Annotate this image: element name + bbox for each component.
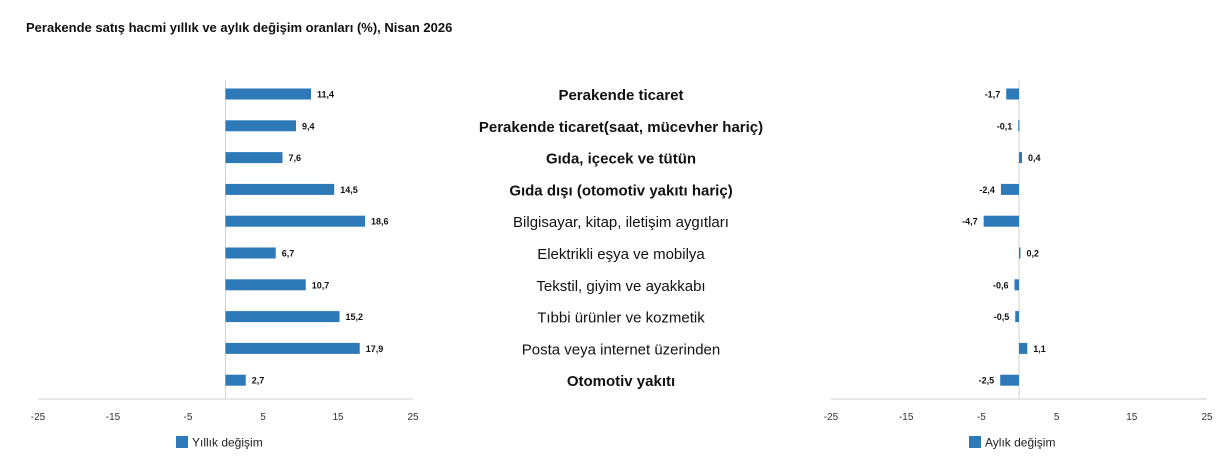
yillik-bar — [226, 184, 335, 195]
aylik-bar — [1001, 184, 1019, 195]
aylik-data-label: -0,6 — [992, 280, 1009, 291]
aylik-bar — [1015, 311, 1019, 322]
aylik-tick-label: -5 — [976, 412, 986, 423]
chart-title: Perakende satış hacmi yıllık ve aylık değişim oranları (%), Nisan 2026 — [26, 20, 453, 35]
aylik-bar — [1019, 248, 1021, 259]
aylik-bar — [1006, 89, 1019, 100]
yillik-data-label: 15,2 — [345, 312, 364, 323]
yillik-tick-label: 5 — [260, 412, 266, 423]
yillik-tick-label: -5 — [183, 412, 193, 423]
yillik-bar — [226, 343, 360, 354]
yillik-tick-label: 15 — [332, 412, 344, 423]
yillik-data-label: 9,4 — [302, 121, 315, 132]
aylik-legend-swatch — [969, 436, 981, 448]
yillik-data-label: 2,7 — [251, 375, 265, 386]
category-label: Gıda, içecek ve tütün — [545, 150, 697, 168]
category-label: Perakende ticaret — [558, 87, 684, 104]
yillik-bar — [226, 248, 276, 259]
aylik-tick-label: 5 — [1053, 412, 1060, 423]
category-label: Gıda dışı (otomotiv yakıtı hariç) — [509, 182, 733, 200]
aylik-legend-label: Aylık değişim — [985, 435, 1056, 450]
yillik-bar — [226, 311, 340, 322]
category-label: Bilgisayar, kitap, iletişim aygıtları — [513, 214, 729, 232]
yillik-bar — [226, 89, 312, 100]
aylik-bar — [1000, 375, 1019, 386]
aylik-tick-label: -15 — [898, 412, 914, 423]
yillik-bar — [226, 152, 283, 163]
aylik-tick-label: 25 — [1201, 412, 1213, 423]
yillik-data-label: 6,7 — [281, 248, 295, 259]
yillik-data-label: 7,6 — [288, 153, 302, 164]
aylik-bar — [1014, 279, 1019, 290]
aylik-data-label: 1,1 — [1033, 343, 1046, 354]
yillik-legend-swatch — [176, 436, 188, 448]
yillik-data-label: 17,9 — [365, 343, 384, 354]
category-label: Tıbbi ürünler ve kozmetik — [537, 309, 705, 327]
aylik-data-label: -4,7 — [962, 216, 978, 227]
aylik-tick-label: 15 — [1126, 412, 1138, 423]
yillik-bar — [226, 120, 297, 131]
yillik-data-label: 10,7 — [311, 280, 330, 291]
aylik-data-label: -0,1 — [996, 121, 1013, 132]
aylik-bar — [984, 216, 1019, 227]
aylik-data-label: -0,5 — [993, 312, 1010, 323]
yillik-bar — [226, 375, 246, 386]
category-label: Posta veya internet üzerinden — [521, 341, 721, 359]
aylik-data-label: -2,5 — [978, 375, 995, 386]
category-label: Elektrikli eşya ve mobilya — [537, 246, 705, 263]
category-label: Otomotiv yakıtı — [566, 373, 676, 391]
aylik-bar — [1019, 343, 1027, 354]
aylik-data-label: 0,4 — [1028, 153, 1041, 164]
aylik-tick-label: -25 — [823, 412, 839, 423]
yillik-tick-label: -25 — [30, 412, 46, 423]
category-label: Tekstil, giyim ve ayakkabı — [536, 277, 706, 295]
yillik-data-label: 18,6 — [371, 216, 389, 227]
yillik-data-label: 11,4 — [317, 89, 335, 100]
aylik-bar — [1018, 120, 1019, 131]
yillik-tick-label: 25 — [407, 412, 419, 423]
aylik-data-label: -1,7 — [984, 89, 1001, 100]
yillik-bar — [226, 279, 306, 290]
aylik-data-label: 0,2 — [1026, 248, 1040, 259]
aylik-data-label: -2,4 — [979, 184, 995, 195]
aylik-bar — [1019, 152, 1022, 163]
yillik-legend-label: Yıllık değişim — [192, 435, 263, 450]
yillik-tick-label: -15 — [105, 412, 121, 423]
category-label: Perakende ticaret(saat, mücevher hariç) — [478, 118, 764, 136]
yillik-bar — [226, 216, 366, 227]
yillik-data-label: 14,5 — [340, 184, 358, 195]
